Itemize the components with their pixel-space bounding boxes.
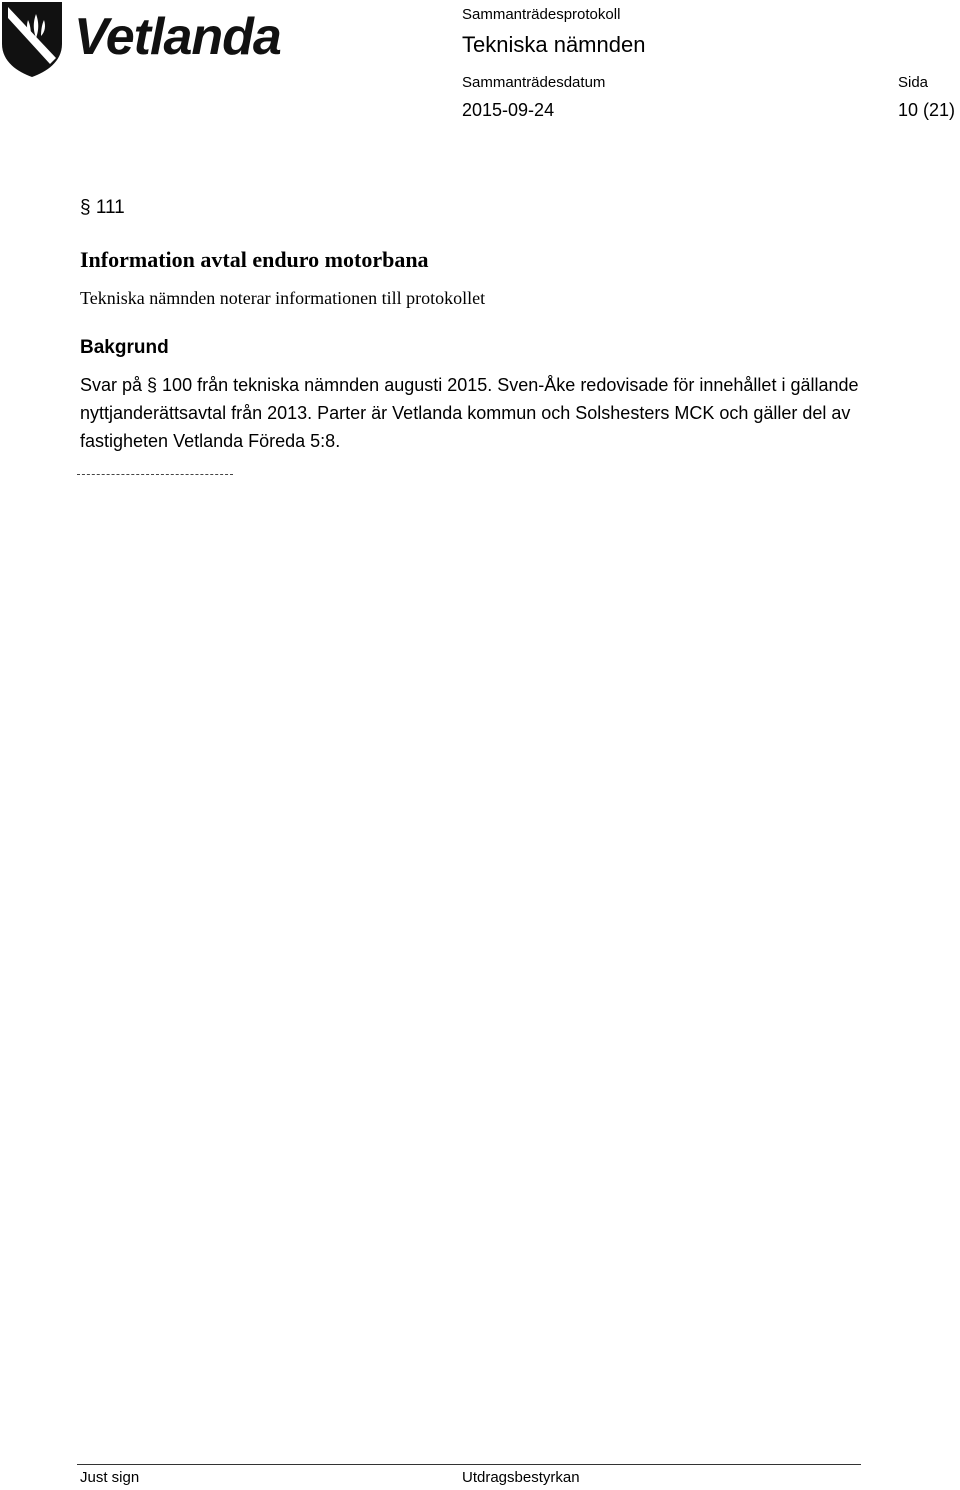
coat-of-arms-icon bbox=[2, 2, 62, 77]
meeting-date-label: Sammanträdesdatum bbox=[462, 74, 606, 91]
background-text: Svar på § 100 från tekniska nämnden augusti 2015. Sven-Åke redovisade för innehållet i gällande nyttjanderättsavtal från 2013. Parter är Vetlanda kommun och Solshesters MCK och gäller del av fastigheten Vetlanda Föreda 5:8. bbox=[80, 375, 859, 451]
paragraph-number: § 111 bbox=[80, 197, 125, 218]
page-label: Sida bbox=[898, 74, 929, 91]
page-number: 10 (21) bbox=[898, 100, 956, 120]
footer-rule bbox=[77, 1464, 861, 1465]
logo-wordmark: Vetlanda bbox=[74, 8, 281, 66]
decision-text: Tekniska nämnden noterar informationen till protokollet bbox=[80, 288, 486, 308]
doc-type: Sammanträdesprotokoll bbox=[462, 6, 621, 23]
utdragsbestyrkan-label: Utdragsbestyrkan bbox=[462, 1469, 580, 1486]
section-divider bbox=[77, 474, 233, 475]
background-heading: Bakgrund bbox=[80, 337, 169, 358]
committee-name: Tekniska nämnden bbox=[462, 32, 646, 57]
meeting-date: 2015-09-24 bbox=[462, 100, 555, 120]
vetlanda-logo bbox=[0, 0, 290, 80]
just-sign-label: Just sign bbox=[80, 1469, 140, 1486]
section-title: Information avtal enduro motorbana bbox=[80, 247, 429, 272]
